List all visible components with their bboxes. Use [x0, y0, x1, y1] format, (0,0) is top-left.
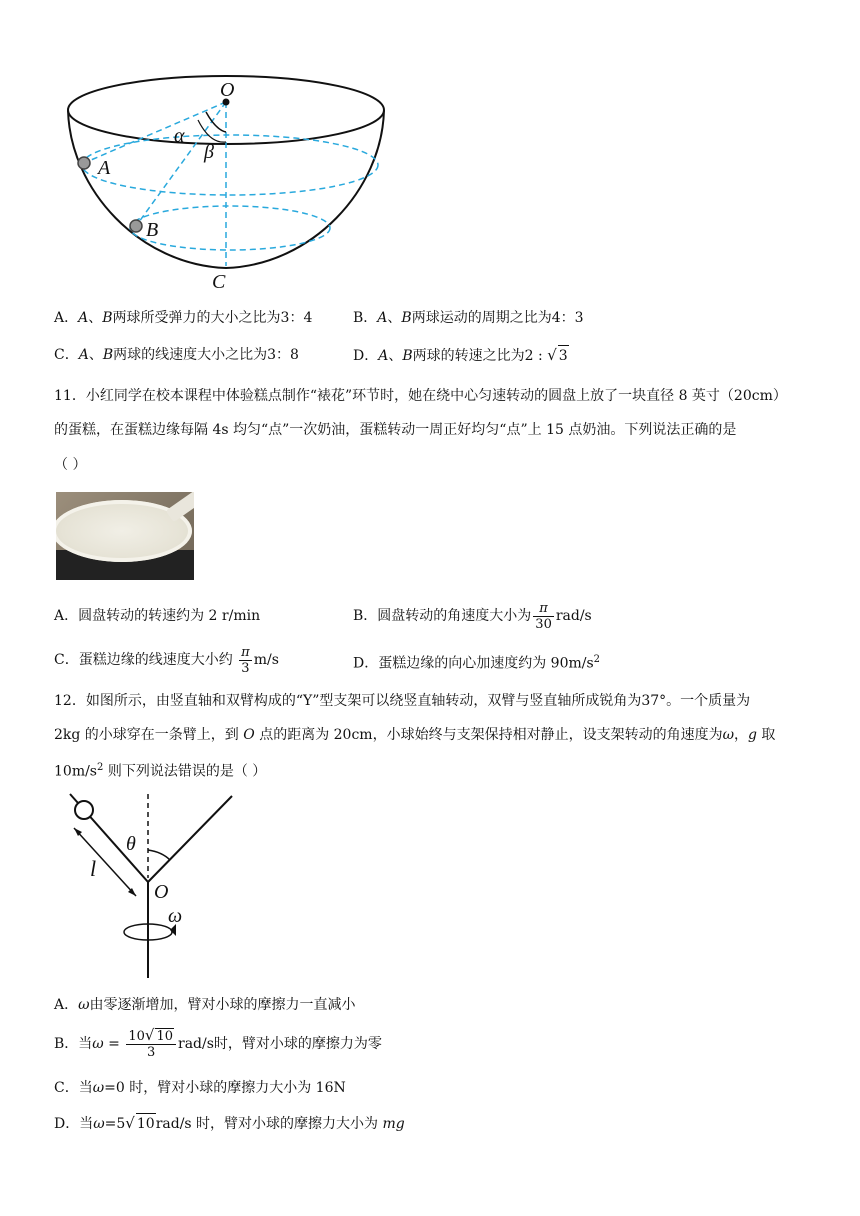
label-O: O: [154, 881, 169, 903]
angle-arc-alpha: [206, 112, 226, 132]
q12-option-c: C．当ω=0 时，臂对小球的摩擦力大小为 16N: [54, 1080, 346, 1096]
label-beta: β: [204, 141, 214, 163]
q11-option-a: A．圆盘转动的转速约为 2 r/min: [54, 608, 261, 624]
label-alpha: α: [174, 125, 185, 147]
q11-option-c: C．蛋糕边缘的线速度大小约 $\frac{\pi}{3}$ m/s: [54, 644, 279, 676]
q11-stem-line2: 的蛋糕，在蛋糕边缘每隔 4s 均匀“点”一次奶油，蛋糕转动一周正好均匀“点”上 15 点奶油。下列说法正确的是: [54, 422, 737, 438]
label-B: B: [146, 219, 159, 241]
line-OB: [136, 102, 226, 226]
bowl-figure: [60, 70, 400, 295]
q12-stem-line2: 2kg 的小球穿在一条臂上，到 O 点的距离为 20cm，小球始终与支架保持相对静止，设支架转动的角速度为ω，g 取: [54, 727, 776, 743]
q12-option-a: A．ω由零逐渐增加，臂对小球的摩擦力一直减小: [54, 997, 356, 1013]
cake-photo: [56, 492, 194, 580]
label-l: l: [90, 856, 97, 881]
label-omega: ω: [168, 905, 183, 927]
q10-option-b: B．A、B两球运动的周期之比为4：3: [353, 310, 584, 326]
label-theta: θ: [126, 833, 136, 855]
q11-answer-paren: （ ）: [54, 457, 87, 473]
ball-B: [130, 220, 142, 232]
q12-stem-line1: 12．如图所示，由竖直轴和双臂构成的“Y”型支架可以绕竖直轴转动，双臂与竖直轴所成锐角为37°。一个质量为: [54, 693, 751, 709]
label-A: A: [98, 157, 111, 179]
q12-option-d: D．当ω=5√ 10rad/s 时，臂对小球的摩擦力大小为 mg: [54, 1114, 405, 1132]
label-C: C: [212, 271, 226, 293]
q11-option-d: D．蛋糕边缘的向心加速度约为 $90m/s^2$: [353, 654, 601, 672]
theta-arc: [148, 850, 170, 860]
ball-A: [78, 157, 90, 169]
ball: [75, 801, 93, 819]
q11-option-b: B．圆盘转动的角速度大小为 $\frac{\pi}{30}$ rad/s: [353, 600, 592, 632]
q10-option-c: C．A、B两球的线速度大小之比为3：8: [54, 347, 299, 363]
q11-stem-line1: 11．小红同学在校本课程中体验糕点制作“裱花”环节时，她在绕中心匀速转动的圆盘上放了一块直径 8 英寸（20cm）: [54, 388, 787, 404]
y-stand-figure: [60, 786, 250, 982]
circle-B: [130, 206, 330, 250]
q10-option-a: A．A、B两球所受弹力的大小之比为3：4: [54, 310, 313, 326]
piping-bag: [166, 492, 194, 522]
q10-option-d: D．A、B两球的转速之比为2 : √ 3: [353, 346, 568, 364]
label-O: O: [220, 79, 235, 101]
q12-stem-line3: $10m/s^2$ 则下列说法错误的是（ ）: [54, 762, 267, 780]
q12-option-b: B．当ω = $\frac{10√ 10}{3}$ rad/s时，臂对小球的摩擦力为零: [54, 1026, 382, 1060]
right-arm: [148, 796, 232, 882]
